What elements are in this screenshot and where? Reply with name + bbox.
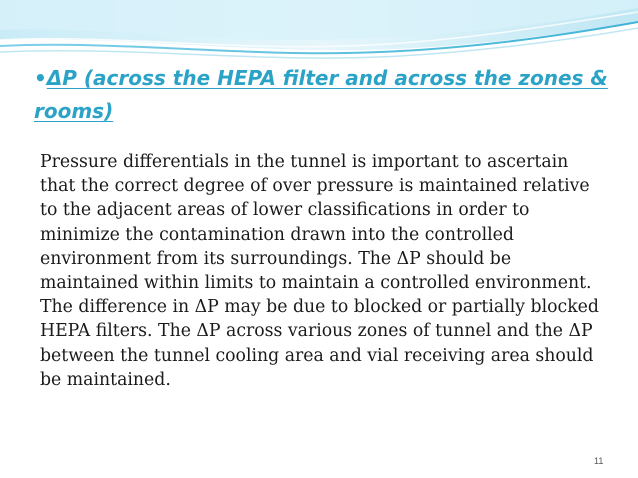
title-text: ΔP (across the HEPA filter and across the zones & rooms) [34,66,608,123]
title-bullet: • [34,66,47,90]
wave-header-decoration [0,0,638,70]
page-number: 11 [594,456,604,466]
slide-body-text: Pressure differentials in the tunnel is important to ascertain that the correct degree of over pressure is maintained relative to the adjacent areas of lower classifications in order to minimize the contamination drawn into the controlled environment from its surroundings. The ΔP should be maintained within limits to maintain a controlled environment. The difference in ΔP may be due to blocked or partially blocked HEPA filters. The ΔP across various zones of tunnel and the ΔP between the tunnel cooling area and vial receiving area should be maintained. [40,152,599,390]
slide-title [34,62,614,128]
